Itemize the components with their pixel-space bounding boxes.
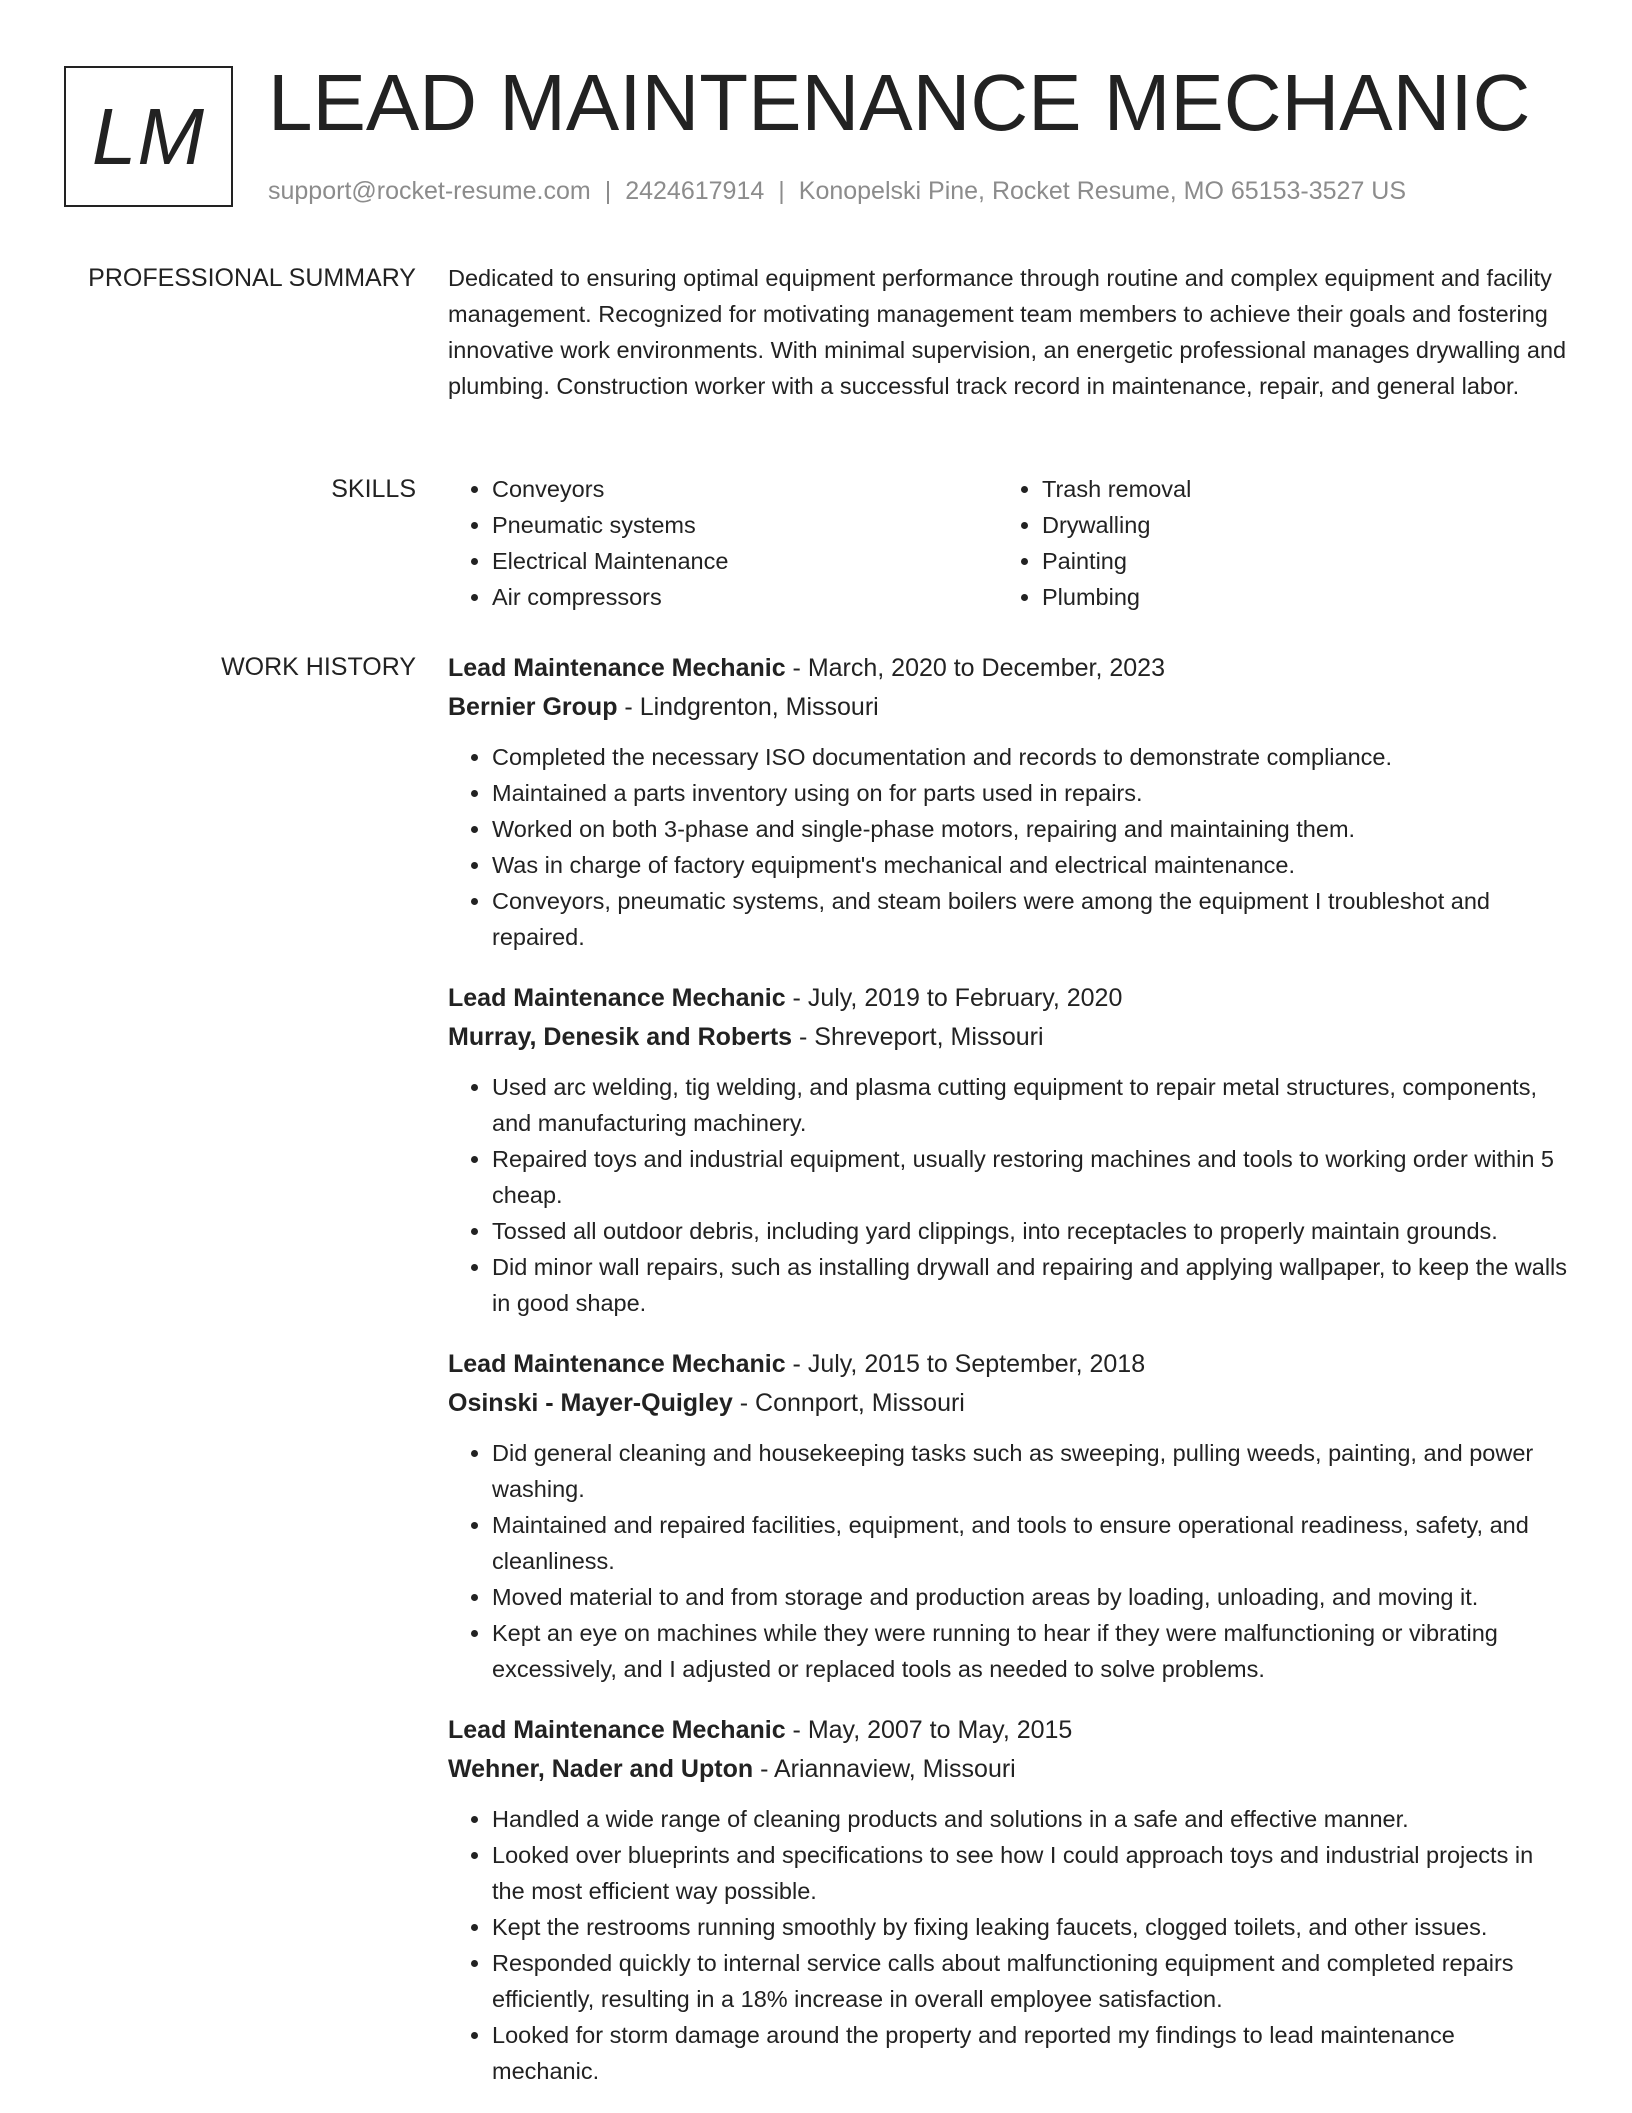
job-title-line xyxy=(448,1711,1568,1750)
job-bullet: • Responded quickly to internal service calls about malfunctioning equipment and completed repairs efficiently, resulting in a 18% increase in overall employee satisfaction. xyxy=(492,1945,1568,2017)
job-bullet: • Looked over blueprints and specifications to see how I could approach toys and industrial projects in the most efficient way possible. xyxy=(492,1837,1568,1909)
address: Konopelski Pine, Rocket Resume, MO 65153-3527 US xyxy=(798,177,1407,205)
job-location: - Ariannaview, Missouri xyxy=(753,1755,1016,1783)
job-company-line xyxy=(448,1384,1568,1423)
job-title-line xyxy=(448,649,1568,688)
job-title: Lead Maintenance Mechanic xyxy=(448,984,786,1012)
job-title-line xyxy=(448,979,1568,1018)
skill-item: • Pneumatic systems xyxy=(492,507,998,543)
skills-list-right xyxy=(998,471,1548,615)
contact-line xyxy=(268,176,1406,206)
job-bullet: • Maintained a parts inventory using on for parts used in repairs. xyxy=(492,775,1568,811)
job-bullet: • Repaired toys and industrial equipment, usually restoring machines and tools to working order within 5 cheap. xyxy=(492,1141,1568,1213)
job-location: - Lindgrenton, Missouri xyxy=(617,693,879,721)
skills-body xyxy=(448,471,1568,615)
job-bullet: • Did general cleaning and housekeeping tasks such as sweeping, pulling weeds, painting, and power washing. xyxy=(492,1435,1568,1507)
job-bullet: • Moved material to and from storage and production areas by loading, unloading, and moving it. xyxy=(492,1579,1568,1615)
job-title-line xyxy=(448,1345,1568,1384)
email-link[interactable]: support@rocket-resume.com xyxy=(268,177,591,205)
job-bullet: • Completed the necessary ISO documentation and records to demonstrate compliance. xyxy=(492,739,1568,775)
job-bullets xyxy=(448,1801,1568,2089)
job-company-line xyxy=(448,688,1568,727)
job-bullet: • Worked on both 3-phase and single-phase motors, repairing and maintaining them. xyxy=(492,811,1568,847)
skill-item: • Trash removal xyxy=(1042,471,1548,507)
job-entry xyxy=(448,1345,1568,1687)
summary-body xyxy=(448,260,1568,404)
section-label-work-history: WORK HISTORY xyxy=(221,653,416,681)
skill-item: • Drywalling xyxy=(1042,507,1548,543)
job-bullet: • Handled a wide range of cleaning products and solutions in a safe and effective manner. xyxy=(492,1801,1568,1837)
job-company: Wehner, Nader and Upton xyxy=(448,1755,754,1783)
job-title: Lead Maintenance Mechanic xyxy=(448,1350,786,1378)
job-bullet: • Used arc welding, tig welding, and plasma cutting equipment to repair metal structures, components, and manufacturing machinery. xyxy=(492,1069,1568,1141)
job-bullets xyxy=(448,1435,1568,1687)
job-bullet: • Kept the restrooms running smoothly by fixing leaking faucets, clogged toilets, and other issues. xyxy=(492,1909,1568,1945)
job-company: Bernier Group xyxy=(448,693,618,721)
skills-list-left xyxy=(448,471,998,615)
job-dates: - March, 2020 to December, 2023 xyxy=(785,654,1165,682)
job-dates: - May, 2007 to May, 2015 xyxy=(785,1716,1073,1744)
job-title: Lead Maintenance Mechanic xyxy=(448,654,786,682)
job-bullet: • Looked for storm damage around the property and reported my findings to lead maintenance mechanic. xyxy=(492,2017,1568,2089)
work-history-body xyxy=(448,649,1568,2113)
job-company-line xyxy=(448,1750,1568,1789)
skill-item: • Conveyors xyxy=(492,471,998,507)
job-entry xyxy=(448,649,1568,955)
job-bullet: • Tossed all outdoor debris, including yard clippings, into receptacles to properly maintain grounds. xyxy=(492,1213,1568,1249)
job-title: Lead Maintenance Mechanic xyxy=(448,1716,786,1744)
job-entry xyxy=(448,979,1568,1321)
section-label-skills: SKILLS xyxy=(331,475,416,503)
job-dates: - July, 2019 to February, 2020 xyxy=(785,984,1123,1012)
job-bullets xyxy=(448,1069,1568,1321)
job-bullet: • Maintained and repaired facilities, equipment, and tools to ensure operational readiness, safety, and cleanliness. xyxy=(492,1507,1568,1579)
skill-item: • Air compressors xyxy=(492,579,998,615)
job-bullet: • Kept an eye on machines while they were running to hear if they were malfunctioning or vibrating excessively, and I adjusted or replaced tools as needed to solve problems. xyxy=(492,1615,1568,1687)
monogram-logo: LM xyxy=(64,66,233,207)
job-bullet: • Was in charge of factory equipment's mechanical and electrical maintenance. xyxy=(492,847,1568,883)
skill-item: • Electrical Maintenance xyxy=(492,543,998,579)
job-company-line xyxy=(448,1018,1568,1057)
contact-separator: | xyxy=(604,177,612,205)
job-bullets xyxy=(448,739,1568,955)
summary-text: Dedicated to ensuring optimal equipment performance through routine and complex equipment and facility management. Recognized for motivating management team members to achieve their goals and fostering innovative work environments. With minimal supervision, an energetic professional manages drywalling and plumbing. Construction worker with a successful track record in maintenance, repair, and general labor. xyxy=(448,265,1567,399)
skill-item: • Painting xyxy=(1042,543,1548,579)
job-bullet: • Did minor wall repairs, such as installing drywall and repairing and applying wallpaper, to keep the walls in good shape. xyxy=(492,1249,1568,1321)
job-location: - Connport, Missouri xyxy=(732,1389,965,1417)
job-company: Murray, Denesik and Roberts xyxy=(448,1023,793,1051)
contact-separator: | xyxy=(778,177,785,205)
job-dates: - July, 2015 to September, 2018 xyxy=(785,1350,1146,1378)
job-entry xyxy=(448,1711,1568,2089)
job-company: Osinski - Mayer-Quigley xyxy=(448,1389,733,1417)
job-bullet: • Conveyors, pneumatic systems, and steam boilers were among the equipment I troubleshot and repaired. xyxy=(492,883,1568,955)
skill-item: • Plumbing xyxy=(1042,579,1548,615)
job-location: - Shreveport, Missouri xyxy=(792,1023,1044,1051)
phone-number: 2424617914 xyxy=(625,177,765,205)
resume-title: LEAD MAINTENANCE MECHANIC xyxy=(268,58,1531,147)
section-label-summary: PROFESSIONAL SUMMARY xyxy=(88,264,416,292)
